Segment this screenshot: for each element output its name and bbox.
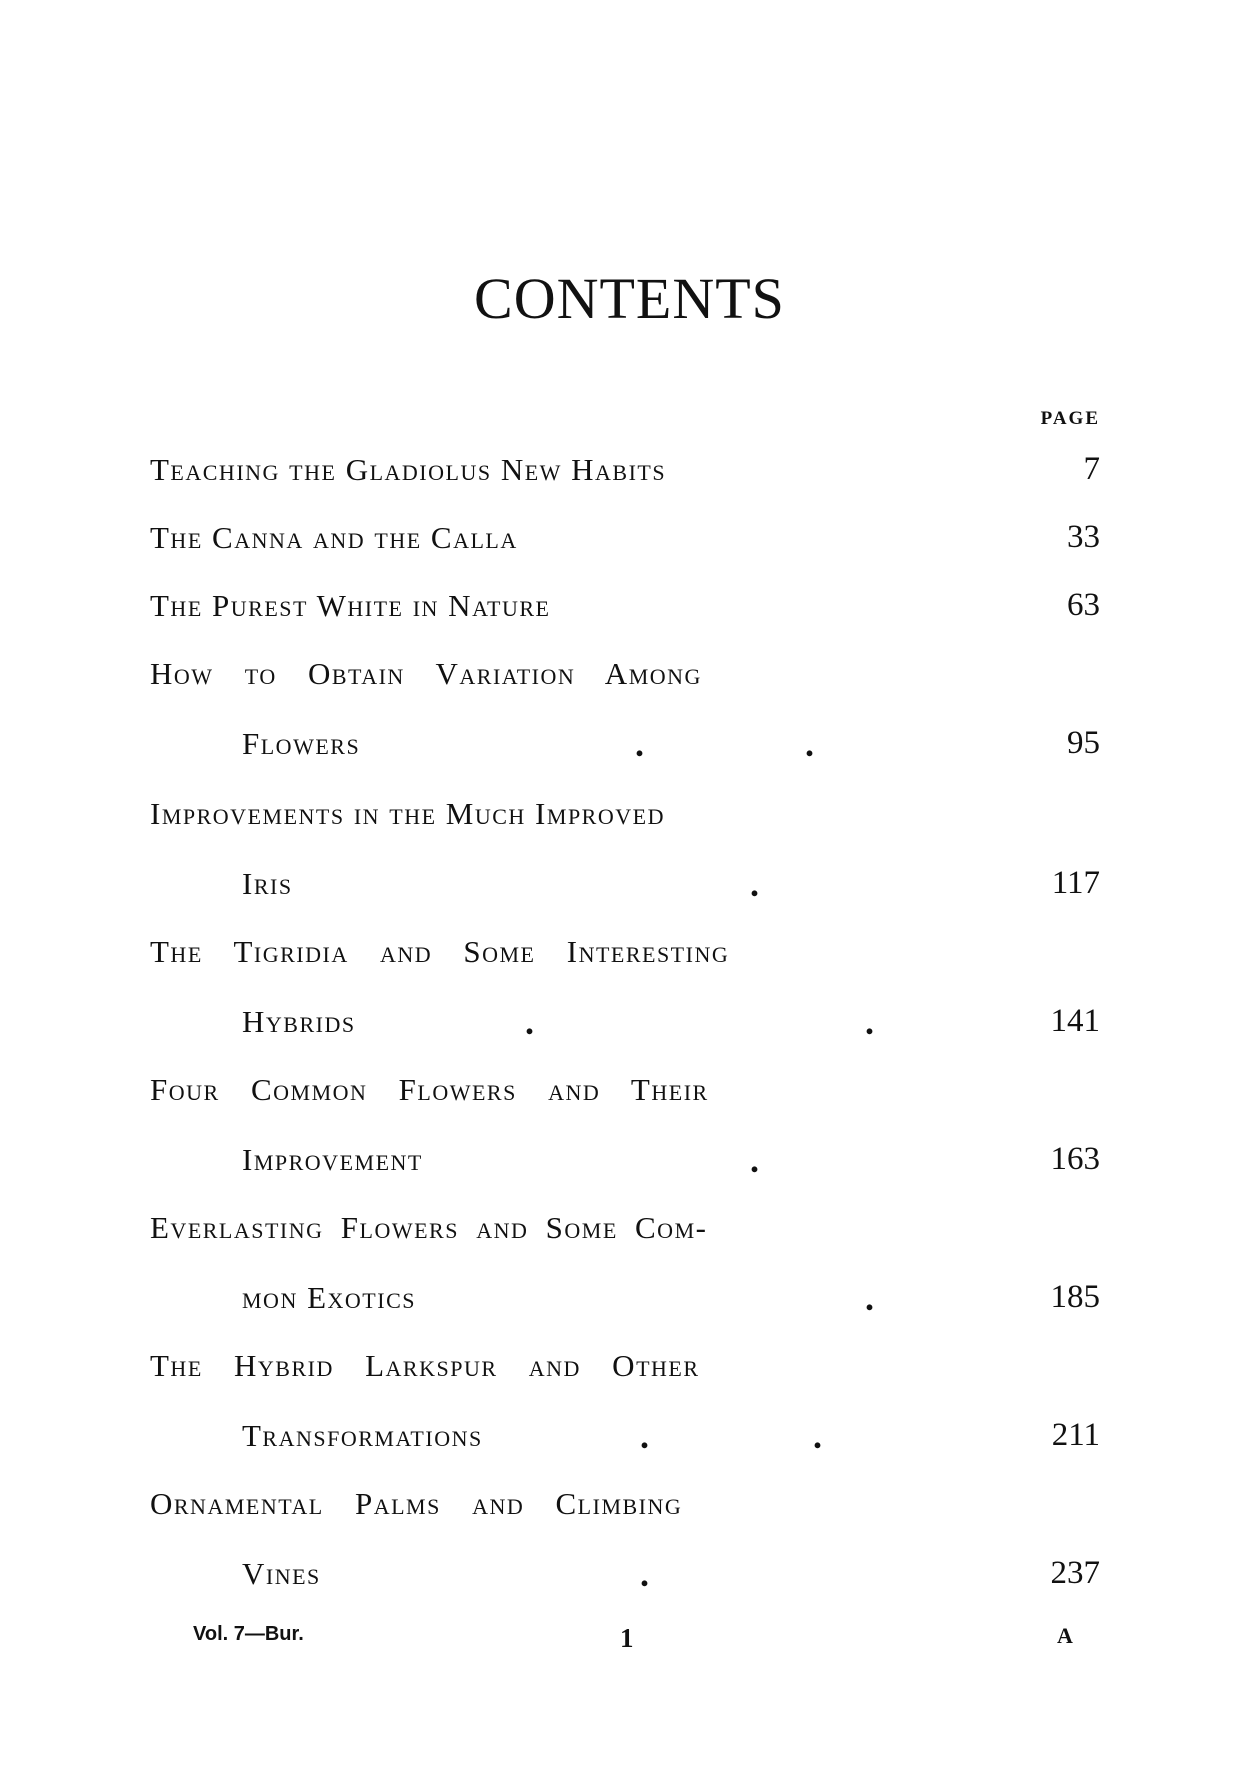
toc-entry-page: 95 (1067, 725, 1100, 761)
leader-dot: . (635, 724, 646, 764)
toc-entry-title-line1: The Tigridia and Some Interesting (150, 934, 730, 969)
toc-entry-page: 117 (1051, 865, 1100, 901)
page-column-label: PAGE (1040, 408, 1100, 429)
leader-dot: . (865, 1002, 876, 1042)
toc-entry-title-line2: Transformations (242, 1418, 483, 1453)
toc-entry-page: 63 (1067, 587, 1100, 623)
toc-entry-continuation (150, 1136, 1100, 1186)
toc-entry (150, 582, 1100, 632)
toc-entry-title-line1: Four Common Flowers and Their (150, 1072, 709, 1107)
toc-entry-title: Teaching the Gladiolus New Habits (150, 452, 667, 487)
toc-entry-continuation (150, 720, 1100, 770)
toc-entry-title-line1: Improvements in the Much Improved (150, 796, 665, 831)
toc-entry-title-line2: Improvement (242, 1142, 423, 1177)
toc-entry (150, 1480, 1100, 1530)
toc-entry-page: 33 (1067, 519, 1100, 555)
toc-entry-title-line1: Ornamental Palms and Climbing (150, 1486, 683, 1521)
leader-dot: . (865, 1278, 876, 1318)
page-footer (0, 1623, 1259, 1663)
toc-entry-continuation (150, 998, 1100, 1048)
leader-dot: . (813, 1416, 824, 1456)
toc-entry-title-line2: mon Exotics (242, 1280, 416, 1315)
leader-dot: . (750, 864, 761, 904)
toc-entry-title-line2: Flowers (242, 726, 361, 761)
toc-entry-title-line2: Iris (242, 866, 293, 901)
toc-entry-page: 237 (1050, 1555, 1100, 1591)
toc-entry-page: 141 (1050, 1003, 1100, 1039)
toc-entry-title-line2: Vines (242, 1556, 321, 1591)
toc-entry-title-line2: Hybrids (242, 1004, 356, 1039)
leader-dot: . (805, 724, 816, 764)
leader-dot: . (525, 1002, 536, 1042)
toc-entry (150, 928, 1100, 978)
toc-entry-page: 185 (1050, 1279, 1100, 1315)
toc-entry (150, 1342, 1100, 1392)
toc-entry-page: 211 (1051, 1417, 1100, 1453)
page-title: CONTENTS (474, 266, 785, 331)
toc-entry (150, 1066, 1100, 1116)
toc-entry (150, 1204, 1100, 1254)
toc-entry-page: 163 (1050, 1141, 1100, 1177)
toc-entry (150, 790, 1100, 840)
toc-entry (150, 514, 1100, 564)
toc-entry (150, 650, 1100, 700)
toc-entry-title-line1: The Hybrid Larkspur and Other (150, 1348, 700, 1383)
leader-dot: . (640, 1554, 651, 1594)
signature-number: 1 (620, 1623, 634, 1653)
volume-label: Vol. 7—Bur. (193, 1623, 304, 1645)
leader-dot: . (640, 1416, 651, 1456)
toc-entry (150, 446, 1100, 496)
toc-entry-continuation (150, 860, 1100, 910)
toc-entry-title-line1: Everlasting Flowers and Some Com- (150, 1210, 708, 1245)
leader-dot: . (750, 1140, 761, 1180)
toc-entry-title-line1: How to Obtain Variation Among (150, 656, 702, 691)
toc-entry-title: The Canna and the Calla (150, 520, 518, 555)
toc-entry-page: 7 (1083, 451, 1100, 487)
toc-entry-continuation (150, 1412, 1100, 1462)
signature-mark: A (1057, 1623, 1073, 1648)
toc-entry-continuation (150, 1550, 1100, 1600)
toc-entry-title: The Purest White in Nature (150, 588, 551, 623)
toc-entry-continuation (150, 1274, 1100, 1324)
